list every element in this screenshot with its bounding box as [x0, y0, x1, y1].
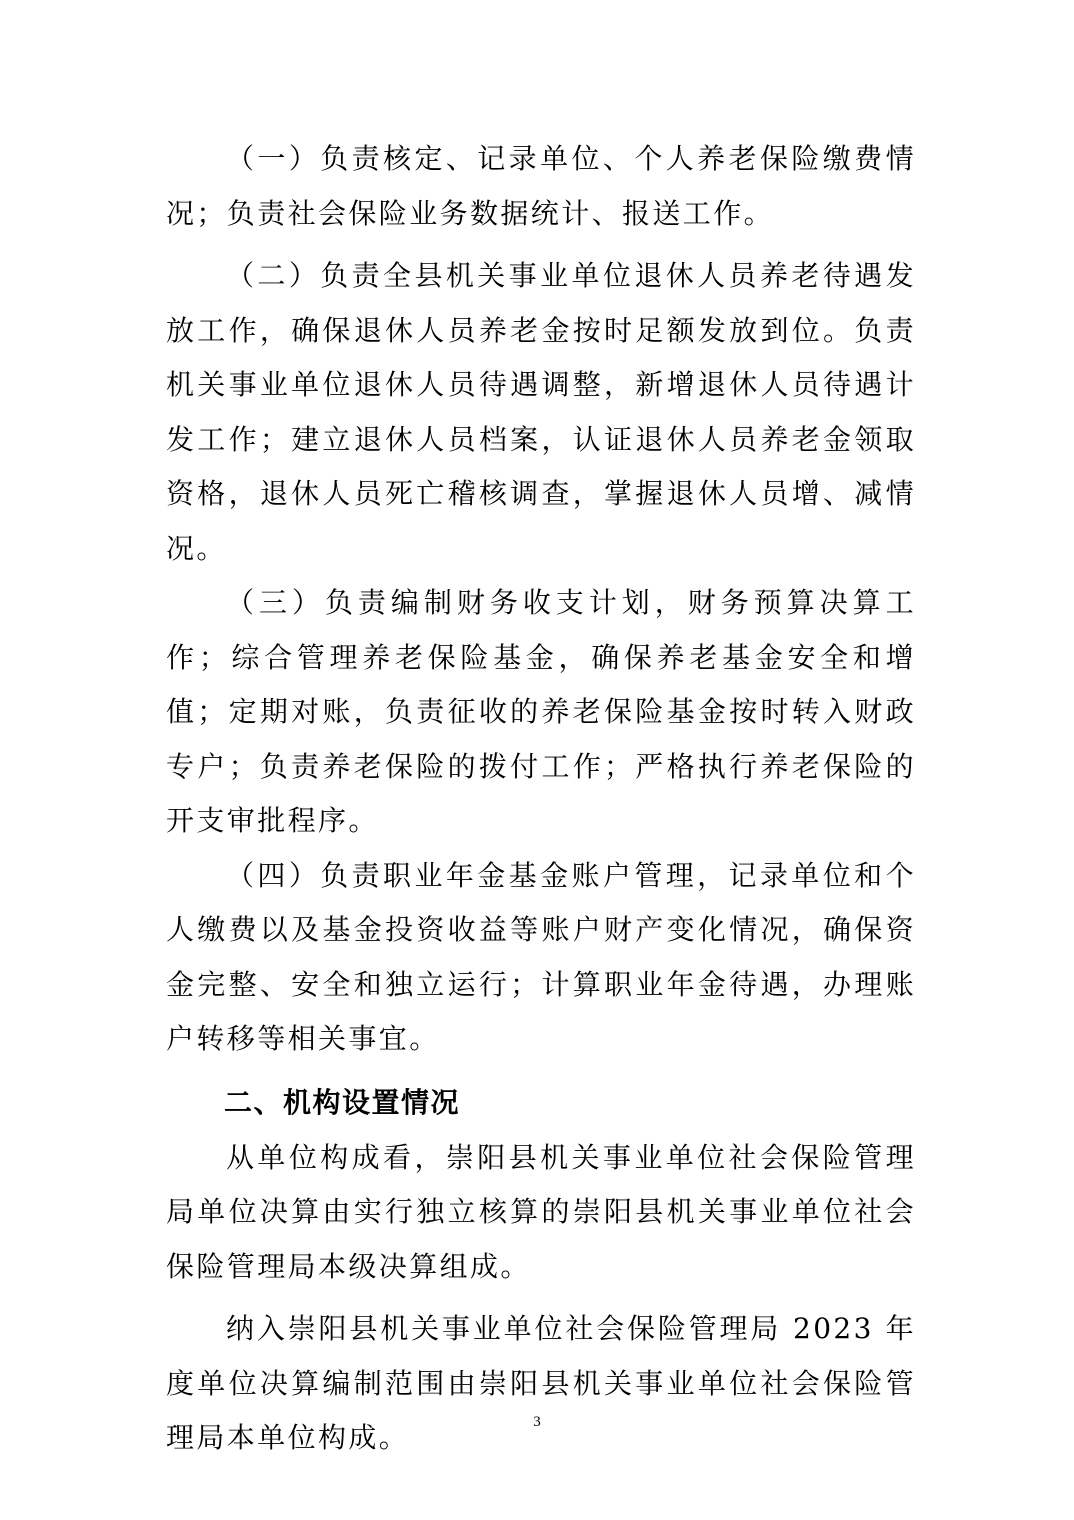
- paragraph-duty-1: （一）负责核定、记录单位、个人养老保险缴费情况；负责社会保险业务数据统计、报送工作。: [166, 142, 916, 230]
- paragraph-structure-2: 纳入崇阳县机关事业单位社会保险管理局 2023 年度单位决算编制范围由崇阳县机关事业单位社会保险管理局本单位构成。: [166, 1312, 916, 1454]
- paragraph-duty-2: （二）负责全县机关事业单位退休人员养老待遇发放工作，确保退休人员养老金按时足额发放到位。负责机关事业单位退休人员待遇调整，新增退休人员待遇计发工作；建立退休人员档案，认证退休人员养老金领取资格，退休人员死亡稽核调查，掌握退休人员增、减情况。: [166, 259, 916, 565]
- paragraph-duty-4: （四）负责职业年金基金账户管理，记录单位和个人缴费以及基金投资收益等账户财产变化情况，确保资金完整、安全和独立运行；计算职业年金待遇，办理账户转移等相关事宜。: [166, 858, 916, 1055]
- document-body: [166, 132, 916, 1466]
- section-heading: 二、机构设置情况: [224, 1085, 461, 1119]
- page-number: 3: [533, 1414, 541, 1430]
- paragraph-duty-3: （三）负责编制财务收支计划，财务预算决算工作；综合管理养老保险基金，确保养老基金安全和增值；定期对账，负责征收的养老保险基金按时转入财政专户；负责养老保险的拨付工作；严格执行养老保险的开支审批程序。: [166, 586, 916, 837]
- paragraph-structure-1: 从单位构成看，崇阳县机关事业单位社会保险管理局单位决算由实行独立核算的崇阳县机关事业单位社会保险管理局本级决算组成。: [166, 1140, 916, 1283]
